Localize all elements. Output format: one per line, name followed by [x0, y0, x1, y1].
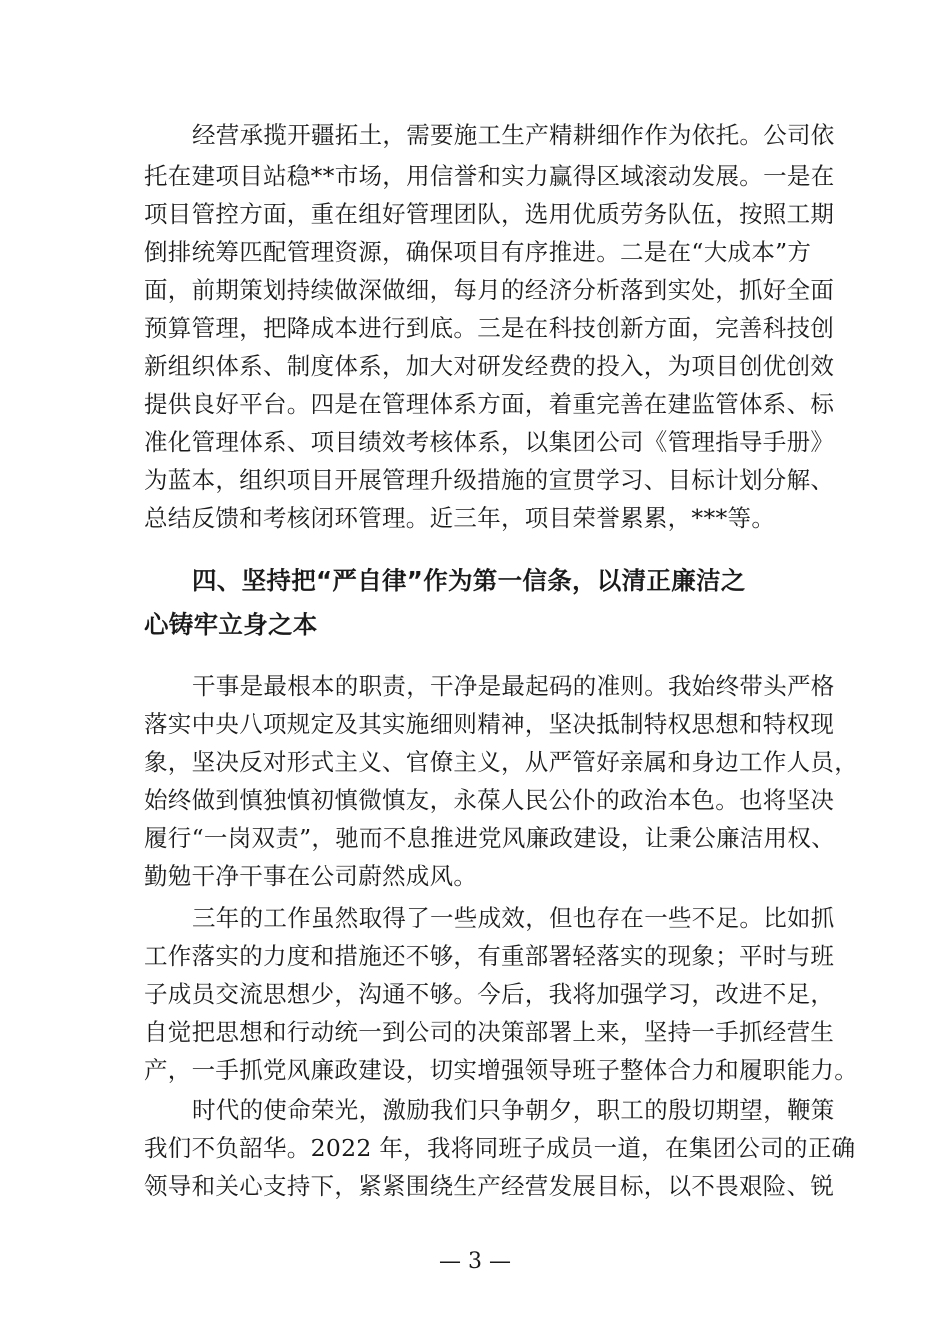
- paragraph-2-line-5: 履行“一岗双责”，驰而不息推进党风廉政建设，让秉公廉洁用权、: [144, 824, 836, 852]
- paragraph-1-line-6: 预算管理，把降成本进行到底。三是在科技创新方面，完善科技创: [144, 314, 835, 342]
- page-number: — 3 —: [439, 1249, 511, 1274]
- paragraph-1-line-11: 总结反馈和考核闭环管理。近三年，项目荣誉累累，***等。: [144, 504, 776, 532]
- paragraph-1-line-2: 托在建项目站稳**市场，用信誉和实力赢得区域滚动发展。一是在: [144, 162, 835, 190]
- paragraph-4-line-2: 我们不负韶华。2022 年，我将同班子成员一道，在集团公司的正确: [144, 1134, 856, 1162]
- paragraph-3-line-4: 自觉把思想和行动统一到公司的决策部署上来，坚持一手抓经营生: [144, 1018, 835, 1046]
- section-heading-line-2: 心铸牢立身之本: [144, 610, 318, 639]
- paragraph-2-line-4: 始终做到慎独慎初慎微慎友，永葆人民公仆的政治本色。也将坚决: [144, 786, 835, 814]
- paragraph-4-line-1: 时代的使命荣光，激励我们只争朝夕，职工的殷切期望，鞭策: [192, 1096, 835, 1124]
- paragraph-3-line-2: 工作落实的力度和措施还不够，有重部署轻落实的现象；平时与班: [144, 942, 835, 970]
- paragraph-1-line-10: 为蓝本，组织项目开展管理升级措施的宣贯学习、目标计划分解、: [144, 466, 835, 494]
- paragraph-2-line-1: 干事是最根本的职责，干净是最起码的准则。我始终带头严格: [192, 672, 835, 700]
- paragraph-4-line-3: 领导和关心支持下，紧紧围绕生产经营发展目标，以不畏艰险、锐: [144, 1172, 835, 1200]
- paragraph-1-line-1: 经营承揽开疆拓土，需要施工生产精耕细作作为依托。公司依: [192, 121, 835, 149]
- paragraph-3-line-5: 产，一手抓党风廉政建设，切实增强领导班子整体合力和履职能力。: [144, 1056, 858, 1084]
- paragraph-1-line-5: 面，前期策划持续做深做细，每月的经济分析落到实处，抓好全面: [144, 276, 835, 304]
- paragraph-3-line-3: 子成员交流思想少，沟通不够。今后，我将加强学习，改进不足，: [144, 980, 835, 1008]
- paragraph-3-line-1: 三年的工作虽然取得了一些成效，但也存在一些不足。比如抓: [192, 904, 835, 932]
- paragraph-1-line-7: 新组织体系、制度体系，加大对研发经费的投入，为项目创优创效: [144, 352, 835, 380]
- paragraph-1-line-8: 提供良好平台。四是在管理体系方面，着重完善在建监管体系、标: [144, 390, 835, 418]
- paragraph-2-line-2: 落实中央八项规定及其实施细则精神，坚决抵制特权思想和特权现: [144, 710, 835, 738]
- section-heading-line-1: 四、坚持把“严自律”作为第一信条，以清正廉洁之: [192, 566, 746, 595]
- paragraph-1-line-4: 倒排统筹匹配管理资源，确保项目有序推进。二是在“大成本”方: [144, 238, 812, 266]
- paragraph-2-line-6: 勤勉干净干事在公司蔚然成风。: [144, 862, 478, 890]
- paragraph-2-line-3: 象，坚决反对形式主义、官僚主义，从严管好亲属和身边工作人员，: [144, 748, 858, 776]
- paragraph-1-line-9: 准化管理体系、项目绩效考核体系，以集团公司《管理指导手册》: [144, 428, 835, 456]
- paragraph-1-line-3: 项目管控方面，重在组好管理团队，选用优质劳务队伍，按照工期: [144, 200, 835, 228]
